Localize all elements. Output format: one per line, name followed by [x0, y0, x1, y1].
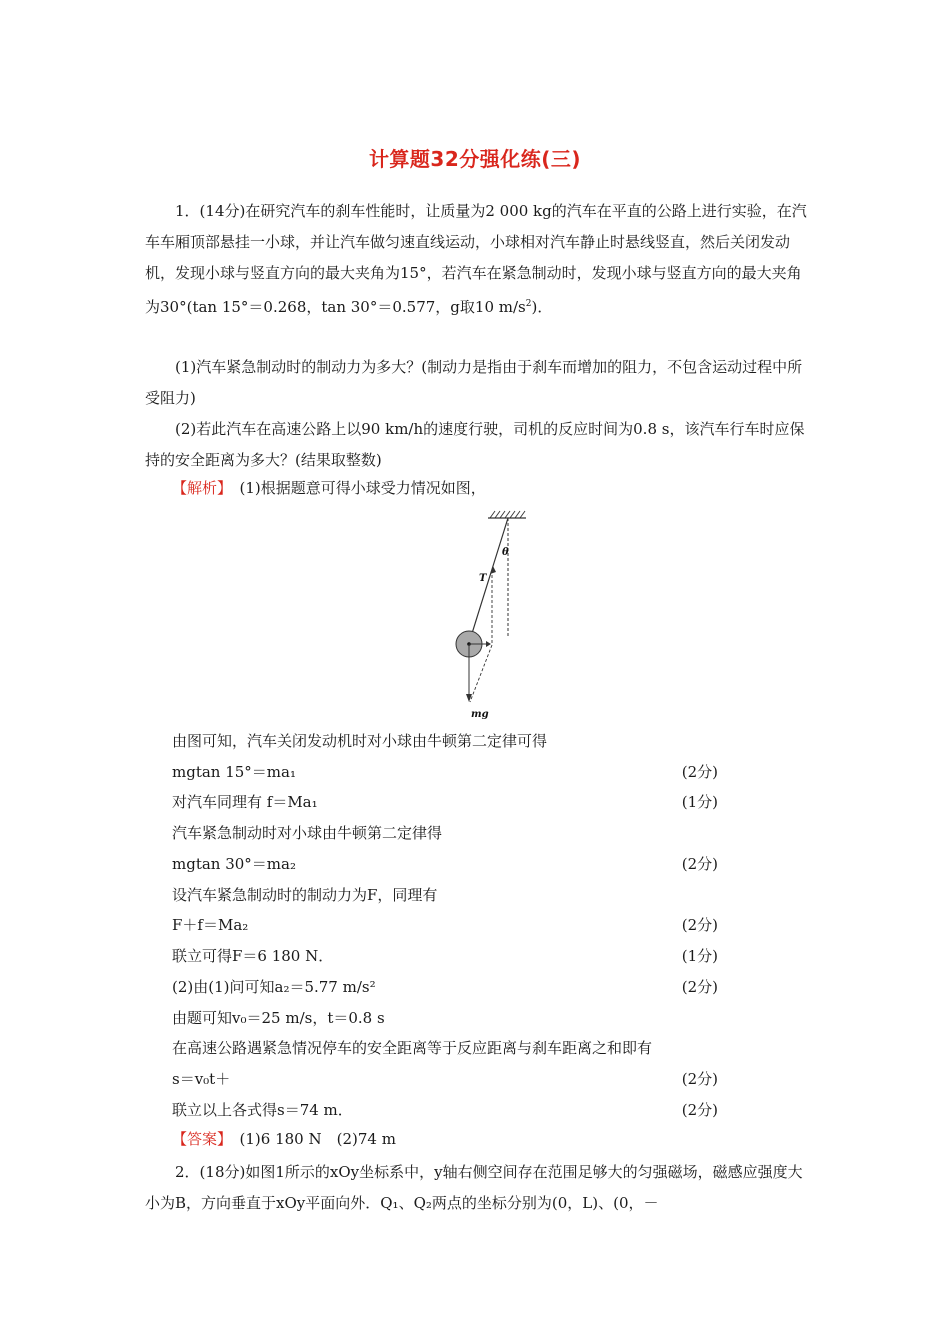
- solution-line: (2)由(1)问可知a₂＝5.77 m/s²: [172, 978, 376, 996]
- points-label: (2分): [681, 1070, 718, 1088]
- points-label: (1分): [681, 947, 718, 965]
- solution-line: 联立可得F＝6 180 N．: [172, 947, 334, 965]
- tension-label: T: [479, 573, 487, 584]
- solution-line: s＝v₀t＋: [172, 1070, 231, 1088]
- solution-line: 由题可知v₀＝25 m/s，t＝0.8 s: [172, 1009, 385, 1027]
- solution-line: 汽车紧急制动时对小球由牛顿第二定律得: [172, 824, 443, 842]
- points-label: (2分): [681, 855, 718, 873]
- pendulum-force-diagram: [440, 508, 550, 723]
- solution-line: 设汽车紧急制动时的制动力为F，同理有: [172, 886, 438, 904]
- analysis-tag: 【解析】: [172, 479, 225, 497]
- analysis-heading: [172, 475, 718, 501]
- solution-line: mgtan 15°＝ma₁: [172, 763, 296, 781]
- solution-line: mgtan 30°＝ma₂: [172, 855, 296, 873]
- question-1-sub-2: (2)若此汽车在高速公路上以90 km/h的速度行驶，司机的反应时间为0.8 s，该汽车行车时应保持的安全距离为多大？(结果取整数): [145, 420, 805, 469]
- question-1-stem: 1．(14分)在研究汽车的刹车性能时，让质量为2 000 kg的汽车在平直的公路上进行实验，在汽车车厢顶部悬挂一小球，并让汽车做匀速直线运动，小球相对汽车静止时悬线竖直，然后关闭发动机，发现小球与竖直方向的最大夹角为15°，若汽车在紧急制动时，发现小球与竖直方向的最大夹角为30°(tan 15°＝0.268，tan 30°＝0.577，g取10 $m/s^2$)．: [145, 202, 807, 316]
- question-2-stem: 2．(18分)如图1所示的xOy坐标系中，y轴右侧空间存在范围足够大的匀强磁场，磁感应强度大小为B，方向垂直于xOy平面向外．Q₁、Q₂两点的坐标分别为(0，L)、(0，－: [145, 1163, 803, 1212]
- page-title: 计算题32分强化练(三): [368, 147, 582, 171]
- answer-text: (1)6 180 N (2)74 m: [239, 1130, 396, 1148]
- theta-label: θ: [502, 547, 509, 558]
- points-label: (1分): [681, 793, 718, 811]
- points-label: (2分): [681, 978, 718, 996]
- analysis-intro: (1)根据题意可得小球受力情况如图，: [239, 479, 486, 497]
- answer-line: [172, 1127, 718, 1151]
- solution-line: 对汽车同理有 f＝Ma₁: [172, 793, 318, 811]
- points-label: (2分): [681, 916, 718, 934]
- solution-line: 在高速公路遇紧急情况停车的安全距离等于反应距离与刹车距离之和即有: [172, 1039, 653, 1057]
- points-label: (2分): [681, 1101, 718, 1119]
- answer-tag: 【答案】: [172, 1130, 225, 1148]
- gravity-label: mg: [471, 709, 489, 720]
- solution-line: 联立以上各式得s＝74 m．: [172, 1101, 353, 1119]
- solution-line: F＋f＝Ma₂: [172, 916, 249, 934]
- solution-line: 由图可知，汽车关闭发动机时对小球由牛顿第二定律可得: [172, 732, 548, 750]
- points-label: (2分): [681, 763, 718, 781]
- question-1-sub-1: (1)汽车紧急制动时的制动力为多大？(制动力是指由于刹车而增加的阻力，不包含运动过程中所受阻力): [145, 358, 803, 407]
